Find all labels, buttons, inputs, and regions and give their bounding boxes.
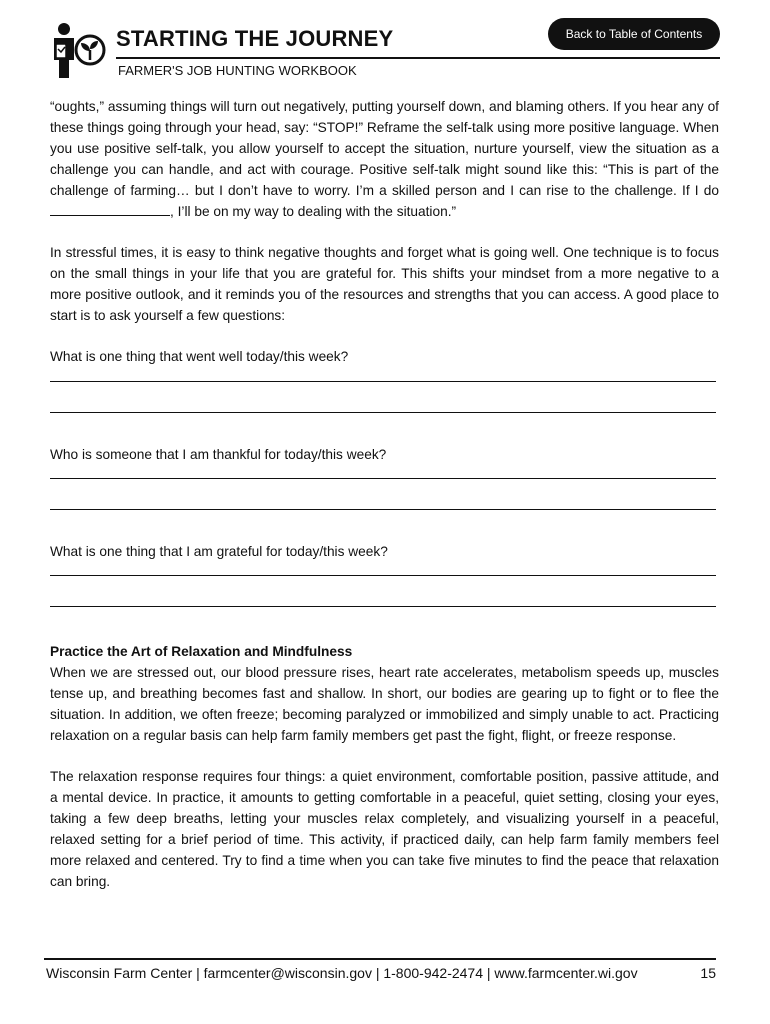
back-to-contents-button[interactable]: Back to Table of Contents xyxy=(548,18,720,50)
gratitude-paragraph: In stressful times, it is easy to think negative thoughts and forget what is going well. One technique is to focus on the small things in your life that you are grateful for. This shifts your mindset from a more negative to a more positive outlook, and it reminds you of the resources and strengths that you can access. A good place to start is to ask yourself a few questions: xyxy=(50,245,719,323)
footer-divider xyxy=(44,958,716,960)
stress-response-paragraph: When we are stressed out, our blood pressure rises, heart rate accelerates, metabolism speeds up, muscles tense up, and breathing becomes fast and shallow. In short, our bodies are gearing up to fight or to flee the situation. In addition, we often freeze; becoming paralyzed or immobilized and simply unable to act. Practicing relaxation on a regular basis can help farm family members get past the fight, flight, or freeze response. xyxy=(50,665,719,743)
question-3: What is one thing that I am grateful for today/this week? xyxy=(50,544,388,559)
section-heading: Practice the Art of Relaxation and Mindfulness xyxy=(50,644,353,659)
farmer-seedling-icon xyxy=(44,20,108,80)
page-footer xyxy=(46,965,716,981)
relaxation-response-paragraph: The relaxation response requires four things: a quiet environment, comfortable position, passive attitude, and a mental device. In practice, it amounts to getting comfortable in a peaceful, quiet setting, closing your eyes, taking a few deep breaths, letting your muscles relax completely, and visualizing yourself in a peaceful, relaxed setting for a brief period of time. This activity, if practiced daily, can help farm family members feel more relaxed and centered. Try to find a time when you can take five minutes to find the peace that relaxation can bring. xyxy=(50,769,719,889)
fill-in-blank[interactable] xyxy=(50,203,170,216)
question-2: Who is someone that I am thankful for today/this week? xyxy=(50,447,387,462)
page-content xyxy=(50,96,719,892)
page-title: STARTING THE JOURNEY xyxy=(116,26,394,51)
page-header xyxy=(44,16,720,86)
page-number: 15 xyxy=(700,965,716,981)
footer-contact: Wisconsin Farm Center | farmcenter@wisconsin.gov | 1-800-942-2474 | www.farmcenter.wi.gov xyxy=(46,965,638,981)
self-talk-paragraph: “oughts,” assuming things will turn out negatively, putting yourself down, and blaming others. If you hear any of these things going through your head, say: “STOP!” Reframe the self-talk using more positive language. When you use positive self-talk, you allow yourself to accept the situation, nurture yourself, view the situation as a challenge you can handle, and act with courage. Positive self-talk might sound like this: “This is part of the challenge of farming… but I don’t have to worry. I’m a skilled person and I can rise to the challenge. If I do , I’ll be on my way to dealing with the situation.” xyxy=(50,99,719,219)
question-1: What is one thing that went well today/this week? xyxy=(50,349,349,364)
page-subtitle: FARMER'S JOB HUNTING WORKBOOK xyxy=(118,63,357,78)
header-divider xyxy=(116,57,720,59)
